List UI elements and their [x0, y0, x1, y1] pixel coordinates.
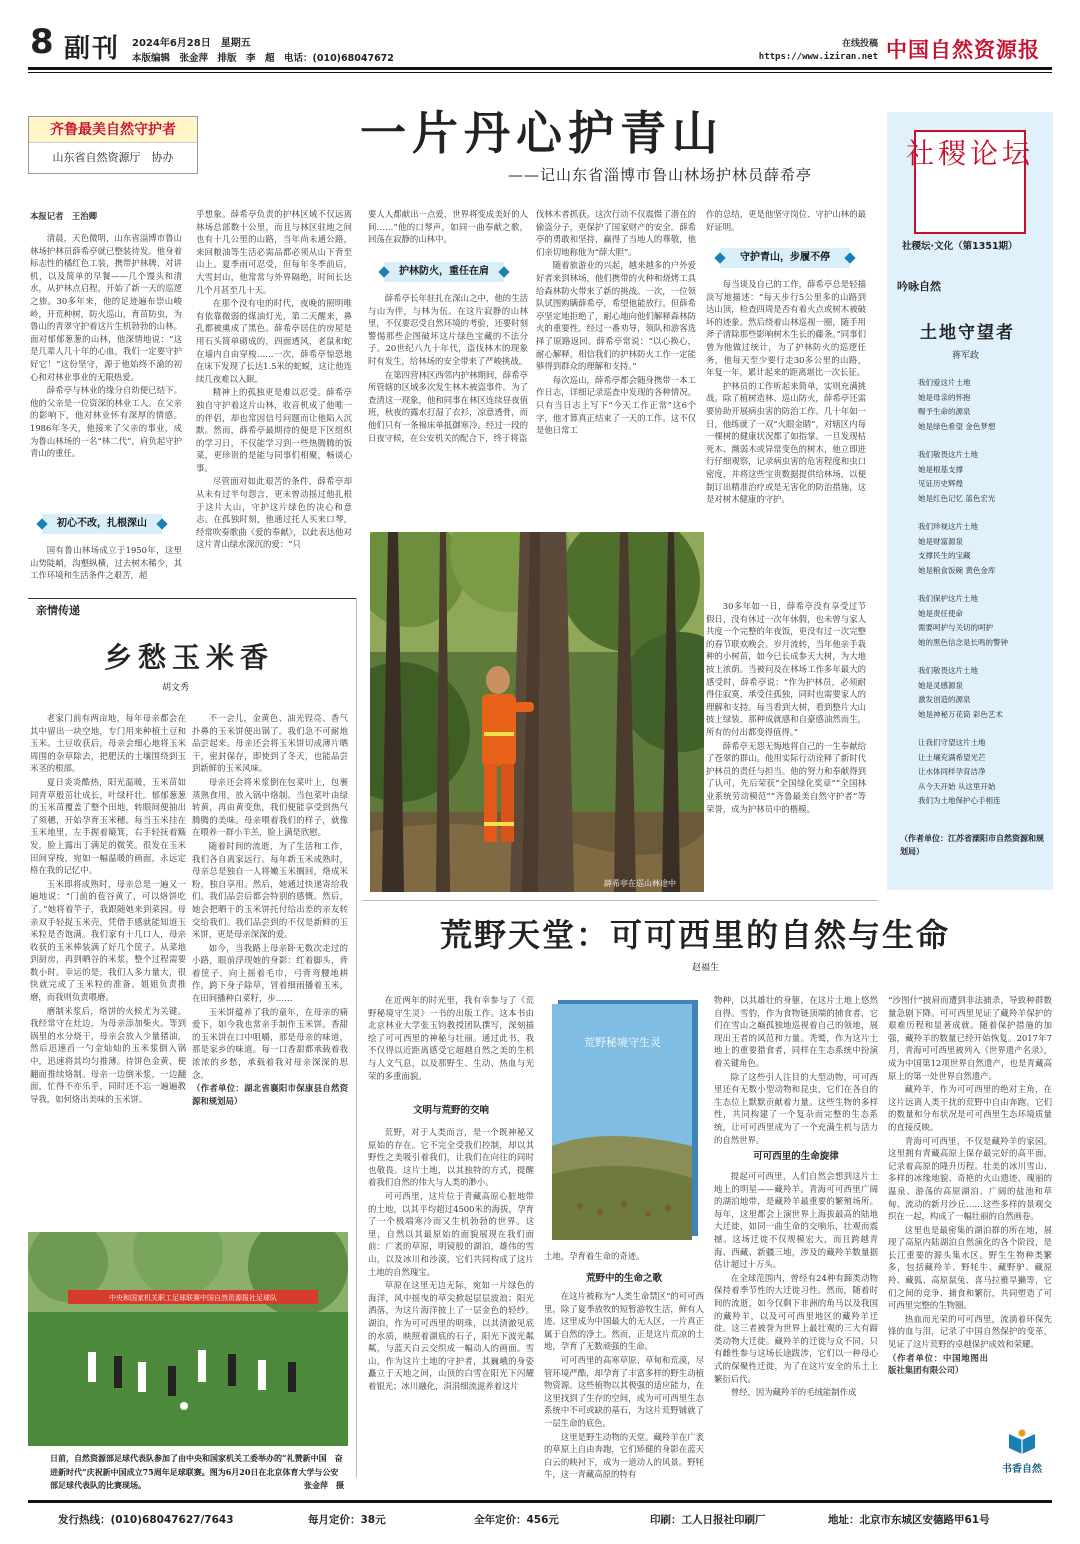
football-image — [28, 1232, 348, 1446]
paragraph: 夏日炎炎酷热，阳光温暖，玉米苗如同青草般茁壮成长，叶绿秆壮。郁郁葱葱的玉米苗覆盖了整个田地，转眼间便抽出了须穗，开始孕育玉米穗。每当玉米挂在玉米地里，左手握着簸箕，右手轻抚着簸发，脸上露出丁满足的微笑。很发在玉米田间穿梭，宛如一幅温暖的画面，永远定格在我的记忆中。 — [30, 776, 186, 876]
column-name: 社稷坛·文化（第1351期） — [902, 241, 1018, 252]
poem-line: 见证历史辉煌 — [918, 479, 963, 488]
article-column-1b — [30, 544, 182, 583]
photo-credit: 张金萍 摄 — [304, 1480, 344, 1490]
paragraph: 清晨，天色微明，山东省淄博市鲁山林场护林员薛希亭就已整装待发。他身着标志性的橘红色工装，携带护林牌、对讲机，以及简单的早餐——几个馒头和清水，从护林点启程，开始了新一天的巡逻之旅。30多年来，他的足迹遍布崇山峻岭，开荒种树，防火巡山，育苗防虫，为鲁山的青翠守护着这片生机勃勃的山林。面对郁郁葱葱的山林，他深情地说：“这是几辈人几十年的心血，我们一定要守护好它！”这份坚守，源于他始终不渝的初心和对林业事业的无限热爱。 — [30, 233, 182, 382]
poem-line: 需要呵护与关切的呵护 — [918, 623, 993, 632]
paragraph: 这里也是最密集的湖泊群的所在地，展现了高原内陆湖泊自然演化的各个阶段，是长江重要的源头集水区。野生生物种类繁多，包括藏羚羊、野牦牛、藏野驴、藏原羚、藏狐、高原鼠兔、喜马拉雅旱獭等，它们之间的竞争、捕食和繁衍，共同塑造了可可西里完整的生物圈。 — [888, 1224, 1052, 1311]
footer-rule — [28, 1500, 1052, 1503]
annual-price: 全年定价：456元 — [474, 1514, 559, 1526]
essay-title: 乡愁玉米香 — [104, 641, 275, 674]
football-caption — [50, 1452, 344, 1493]
article-column-5c — [706, 600, 866, 816]
poem-stanza — [918, 376, 1048, 434]
paragraph: 在那个没有电的时代，夜晚的照明唯有依靠微弱的煤油灯光，第二天醒来，鼻孔都被熏成了黑色。薛希亭居住的房屋是用石头简单砌成的，四面透风，老鼠和蛇在墙内自由穿梭……一次，薛希亭惊恐地在床下发现了长达1.5米的蛇蜕，这让他连续几夜难以入眠。 — [196, 298, 352, 384]
poem-line: 她的黑色信念是长鸣的警钟 — [918, 637, 1008, 647]
paragraph: 要人人都献出一点爱，世界将变成美好的人间……”他的口琴声，如同一曲奉献之歌，回荡在寂静的山林中。 — [368, 209, 528, 245]
poem-line: 我们珍视这片土地 — [918, 522, 978, 531]
paragraph: 护林员的工作听起来简单，实则充满挑战。除了植树造林、巡山防火，薛希亭还需要协助开展病虫害的防治工作。几十年如一日，他练就了一双“火眼金睛”，对辖区内每一棵树的健康状况都了如指掌。一旦发现枯死木、濒弱木或异常变色的树木，他立即进行仔细观察，记录病虫害的危害程度和虫口密度，并将这些宝贵数据提供给林场，以便制订出精准治疗或是无害化的防治措施，这是对树木健康的守护。 — [706, 380, 866, 505]
paragraph: 薛希亭与林业的缘分自幼便已结下。他的父亲是一位资深的林业工人。在父亲的影响下，他对林业怀有深厚的情感。1986年冬天，他接来了父亲的事业，成为鲁山林场的一名“林二代”，肩负起守护青山的重任。 — [30, 385, 182, 459]
book-image — [544, 996, 704, 1242]
printer: 印刷：工人日报社印刷厂 — [650, 1514, 766, 1526]
feature-column-3b — [714, 1170, 878, 1400]
feature-column-2-top — [544, 1250, 704, 1264]
paragraph: 在全球范围内，曾经有24种有蹄类动物保持着季节性的大迁徙习性。然而，随着时间的流逝，如今仅剩下非洲的角马以及我国的藏羚羊，以及可可西里地区的藏羚羊迁徙。这三者被誉为世界上最壮观的三大有蹄类动物大迁徙。藏羚羊的迁徙与众不同，只有雌性参与这场长途跋涉，它们以一种母心式的保聚性迁徙，为了在这片安全的乐土上繁衍后代。 — [714, 1272, 878, 1384]
section-divider — [362, 900, 878, 901]
monthly-price: 每月定价：38元 — [308, 1514, 386, 1526]
paragraph: 除了这些引人注目的大型动物，可可西里还有无数小型动物和昆虫，它们在各自的生态位上默默贡献着力量。这些生物的多样性，共同构建了一个复杂而完整的生态系统，让可可西里成为了一个充满生机与活力的自然世界。 — [714, 1071, 878, 1145]
poem-line: 我们保护这片土地 — [918, 594, 978, 603]
paragraph: 土地，孕育着生命的奇迹。 — [544, 1251, 645, 1261]
essay-column-1 — [30, 712, 186, 1106]
paragraph: 如今，当我路上母亲卧无数次走过的小路，眼前浮现她的身影：红着脚头，背着筐子，向上摇着毛巾，弓背弯腰地耕作，跨下身子除草，冒着细雨播着玉米，在田间播种白菜籽，步…… — [192, 942, 348, 1004]
feature-author-note: （作者单位：中国地图出版社集团有限公司） — [888, 1352, 988, 1376]
poem-line: 激发创造的源泉 — [918, 695, 971, 704]
series-title: 齐鲁最美自然守护者 — [29, 117, 197, 143]
paragraph: 草原在这里无边无际，宛如一片绿色的海洋，风中摇曳的草尖掀起层层波浪；阳光洒落，为这片海洋披上了一层金色的轻纱。湖泊，作为可可西里的明珠，以其清澈见底的水质，映照着湖底的石子，阳光下波光粼粼，与蓝天白云交织成一幅动人的画面。雪山，作为这片土地的守护者，其巍峨的身姿矗立于天地之间，山顶的白雪在阳光下闪耀着银光；冰川融化，涓涓细流滋养着这片 — [368, 1280, 534, 1391]
paragraph: “沙图什”披肩而遭到非法捕杀，导致种群数量急剧下降。可可西里见证了藏羚羊保护的艰难历程和显著成就。随着保护措施的加强，藏羚羊的数量已经开始恢复。2017年7月，青海可可西里被列入《世界遗产名录》，成为中国第12项世界自然遗产，也是青藏高原上的第一处世界自然遗产。 — [888, 995, 1052, 1081]
publisher-logo-text: 书香自然 — [1002, 1464, 1042, 1475]
paragraph: 热血而光荣的可可西里，流淌着环保先锋的血与泪，记录了中国自然保护的变革，见证了这片荒野的卓越保护成效和荣耀。 — [888, 1313, 1052, 1350]
forest-image — [370, 532, 704, 892]
subhead-1: 初心不改，扎根深山 — [42, 514, 162, 534]
paragraph: 玉米饼蕴养了我的童年，在母亲的痛爱下，如今我也常亲手制作玉米饼。香甜的玉米饼在口中咀嚼，那是母亲的味道，那是家乡的味道。每一口香甜都承载着我浓浓的乡愁，承载着我对母亲深深的思念。 — [192, 1006, 348, 1080]
feature-subhead-2: 荒野中的生命之歌 — [585, 1273, 662, 1284]
paragraph: 30多年如一日，薛希亭没有享受过节假日，没有休过一次年休假，也未曾与家人共度一个完整的年夜饭，更没有过一次完整的春节联欢晚会。岁月流转，当年他亲手栽种的小树苗，如今已长成参天大树，为大地披上浓荫。当被问及在林场工作多年最大的感受时，薛希亭说：“作为护林员，必须耐得住寂寞，承受住孤独，同时也需要家人的理解和支持。每当看到大树，看到整片大山披上绿装，那种成就感和自豪感油然而生，所有的付出都变得值得。” — [706, 601, 866, 737]
caption-text: 日前，自然资源部足球代表队参加了由中央和国家机关工委举办的“礼赞新中国 奋进新时代”庆祝新中国成立75周年足球联赛。图为6月20日在北京体育大学与公安部足球代表队的比赛现场。 — [50, 1453, 343, 1490]
poem-line: 她是根基支撑 — [918, 464, 963, 474]
page-number: 8 — [30, 22, 54, 62]
issue-date: 2024年6月28日 星期五 — [132, 38, 251, 49]
article-column-3b — [368, 292, 528, 445]
paragraph: 国有鲁山林场成立于1950年，这里山势陡峭，沟壑纵横，过去树木稀少，其工作环境和生活条件之艰苦，超 — [30, 545, 182, 581]
essay-author: 胡文秀 — [162, 683, 190, 693]
photo-caption: 薛希亭在巡山林途中 — [604, 879, 676, 888]
article-column-5 — [706, 208, 866, 234]
address: 地址：北京市东城区安德路甲61号 — [828, 1514, 990, 1526]
feature-column-1b — [368, 1126, 534, 1393]
series-badge — [28, 116, 198, 174]
poem-author: 蒋军政 — [952, 351, 980, 361]
book-logo-icon — [1007, 1428, 1037, 1456]
poem-stanza — [918, 592, 1048, 650]
article-subtitle: ——记山东省淄博市鲁山林场护林员薛希亭 — [508, 166, 813, 184]
column-divider — [356, 598, 357, 1478]
paragraph: 在第四营林区西邻内护林期间，薛希亭所管辖的区域多次发生林木被盗事件。为了查清这一现象，他和同事在林区连续昼夜值班，秋夜的露水打湿了衣衫，凉意透骨，而他们只有一条棉床单抵御寒冷。经过一段的日夜守候，在公安机关的配合下，终于将盗 — [368, 369, 528, 443]
paragraph: 每次巡山，薛希亭都会随身携带一本工作日志，详细记录巡查中发现的各种情况。只有当日志上写下“今天工作正常”这6个字，他才算真正结束了一天的工作。这不仅是他日常工 — [536, 374, 696, 436]
essay-author-note: （作者单位：湖北省襄阳市保康县自然资源和规划局） — [192, 1083, 348, 1106]
paragraph: 物种，以其雄壮的身躯，在这片土地上悠然自得。雪豹，作为食物链顶端的捕食者，它们在雪山之巅孤独地巡视着自己的领地，展现出王者的风范和力量。秃鹫，作为这片土地上的重要猎食者，同样在生态系统中扮演着关键角色。 — [714, 995, 878, 1068]
newspaper-name: 中国自然资源报 — [886, 37, 1040, 62]
book-cover — [544, 996, 704, 1242]
article-column-3 — [368, 208, 528, 247]
paragraph: 这里是野生动物的天堂。藏羚羊在广袤的草原上自由奔跑，它们矫健的身影在蓝天白云的映衬下，成为一道动人的风景。野牦牛，这一青藏高原的特有 — [544, 1431, 704, 1480]
section-name: 副刊 — [64, 34, 121, 64]
paragraph: 薛希亭无怨无悔地将自己的一生奉献给了苍翠的群山。他用实际行动诠释了新时代护林员的责任与担当。他的努力和奉献得到了认可，先后荣获“全国绿化奖章”“全国林业系统劳动模范”“齐鲁最美自然守护者”等荣誉，成为护林员中的楷模。 — [706, 740, 866, 814]
paragraph: 青海可可西里，不仅是藏羚羊的家园。这里拥有青藏高原上保存最完好的高平面，记录着高原的隆升历程。壮美的冰川雪山、多样的冰缘地貌、奇艳的火山遗迹、瑰丽的温泉、游荡的高原湖泊、广阔的盐池和草甸、流动的新月沙丘……这些多样的景观交织在一起，构成了一幅壮丽的自然画卷。 — [888, 1135, 1052, 1222]
feature-column-1 — [368, 994, 534, 1083]
essay-section-label: 亲情传递 — [36, 604, 80, 617]
paragraph: 精神上的孤独更是难以忍受。薛希亭独自守护着这片山林，收音机成了他唯一的伴侣，却也常因信号问题而让他陷入沉默。然而，薛希亭最期待的便是下区组织的学习日，不仅能学习到一些热腾腾的饭菜，更珍贵的是能与同事们相聚，畅谈心事。 — [196, 387, 352, 473]
book-title-text: 荒野秘境守生灵 — [584, 1036, 661, 1049]
feature-title: 荒野天堂：可可西里的自然与生命 — [440, 916, 951, 954]
editors-line: 本版编辑 张金萍 排版 李 超 电话：(010)68047672 — [132, 53, 394, 64]
section-divider — [28, 598, 356, 599]
paragraph: 老家门前有两亩地，每年母亲都会在其中留出一块空地，专门用来种植土豆和玉米。土豆收获后，母亲会细心地将玉米周围的杂草除去，把肥沃的土壤围绕到玉米茎的根部。 — [30, 713, 186, 774]
article-title: 一片丹心护青山 — [360, 106, 724, 160]
poem-body — [918, 376, 1048, 823]
essay-column-2 — [192, 712, 348, 1108]
online-submission-label: 在线投稿 — [841, 39, 878, 49]
feature-subhead-3: 可可西里的生命旋律 — [753, 1151, 839, 1162]
paragraph: 每当谈及自己的工作，薛希亭总是轻描淡写地描述：“每天步行5公里多的山路到达山顶，检查四周是否有着火点或树木被破坏的迹象。然后绕着山林巡视一圈，随手用斧子清除那些影响树木生长的藤条。”同事们曾为他做过统计，为了护林防火的巡逻任务，他每天至少要行走30多公里的山路，年复一年，累计起来的距离堪比一次长征。 — [706, 279, 866, 378]
poem-line: 她是红色记忆 蓝色宏光 — [918, 493, 996, 503]
header-rule-thin — [28, 72, 1052, 73]
poem-section-label: 吟咏自然 — [897, 280, 941, 293]
paragraph: 作的总结，更是他坚守岗位、守护山林的最好证明。 — [706, 209, 866, 232]
feature-author: 赵福生 — [692, 963, 720, 973]
poem-stanza — [918, 448, 1048, 506]
football-photo — [28, 1232, 348, 1446]
article-column-1 — [30, 232, 182, 461]
feature-subhead-1: 文明与荒野的交响 — [412, 1105, 489, 1116]
feature-column-2 — [544, 1290, 704, 1482]
feature-column-3 — [714, 994, 878, 1147]
paragraph: 随着时间的流逝，为了生活和工作，我们各自离家远行。每年新玉米成熟时，母亲总是独自一人将嫩玉米搁回，烙成米粉，独自享用。然后，她通过快递寄给我们。我们品尝后都会特别的感慨。然后，她会把晒干的玉米饼托付给出差的亲友转交给我们。我们品尝到的不仅是新鲜的玉米饼，更是母亲深深的爱。 — [192, 840, 348, 940]
paragraph: 在这片被称为“人类生命禁区”的可可西里，除了夏季放牧的短暂游牧生活，鲜有人迹。这里成为中国最大的无人区，一片真正属于自然的净土。然而，正是这片荒凉的土地，孕育了无数顽强的生命。 — [544, 1291, 704, 1352]
paragraph: 可可西里的高寒草原、草甸和荒漠，尽管环境严酷，却孕育了丰富多样的野生动植物资源。这些植物以其极强的适应能力，在这里找到了生存的空间，成为可可西里生态系统中不可或缺的基石，为这片荒野铺就了一层生命的底色。 — [544, 1354, 704, 1428]
poem-author-note: （作者单位：江苏省溧阳市自然资源和规划局） — [900, 833, 1044, 856]
poem-line: 她是神秘万花筒 彩色艺术 — [918, 709, 1003, 719]
paragraph: 提起可可西里，人们自然会想到这片土地上的明星——藏羚羊。青海可可西里广阔的湖泊地带，是藏羚羊最重要的繁殖场所。每年，这里都会上演世界上海拔最高的陆地大迁徙，如同一曲生命的交响乐，壮观而震撼。这场迁徙不仅规模宏大，而且跨越青海、西藏、新疆三地，涉及的藏羚羊数量据估计超过十万头。 — [714, 1171, 878, 1270]
paragraph: 不一会儿，金黄色、油光锃亮、香气扑鼻的玉米饼便出锅了。我们急不可耐地品尝起来。母亲还会将玉米饼切成薄片晒干，密封保存，即使到了冬天，也能品尝到新鲜的玉米风味。 — [192, 713, 348, 774]
series-organizer: 山东省自然资源厅 协办 — [52, 151, 174, 164]
paragraph: 薛希亭长年驻扎在深山之中，他的生活与山为伴，与林为伍。在这片寂静的山林里，不仅要忍受自然环境的考验，还要时刻警惕那些企图破坏这片绿色宝藏的不法分子。20世纪八九十年代，盗伐林木的现象时有发生，给林场的安全带来了严峻挑战。 — [368, 293, 528, 366]
banner-text: 中央和国家机关职工足球联赛中国自然资源报社足球队 — [109, 1294, 277, 1302]
byline: 本报记者 王治卿 — [30, 211, 97, 221]
poem-line: 让土壤充满希望光芒 — [918, 752, 986, 762]
paragraph: 可可西里，这片位于青藏高原心脏地带的土地，以其平均超过4500米的海拔，孕育了一个极端寒冷而又生机勃勃的世界。这里，自然以其最原始的面貌展现在我们面前：广袤的草原，明镜般的湖泊，雄伟的雪山，以及冰川和沙漠，它们共同构成了这片土地的自然瑰宝。 — [368, 1190, 534, 1277]
poem-title: 土地守望者 — [920, 323, 1015, 343]
poem-stanza — [918, 520, 1048, 578]
paragraph: 随着旅游业的兴起，越来越多的户外爱好者来到林场，他们携带的火种和烧烤工具给森林防火带来了新的挑战。一次，一位领队试图购瞒薛希亭，希望他能放行。但薛希亭坚定地拒绝了，耐心地向他们解释森林防火的重要性。经过一番劝导，领队和游客选择了原路返回。薛希亭常说：“以心换心，耐心解释，相信我们的护林防火工作一定能够得到群众的理解和支持。” — [536, 260, 696, 372]
article-column-2 — [196, 208, 352, 552]
header-rule — [28, 67, 1052, 70]
poem-line: 她是责任使命 — [918, 608, 963, 618]
seal-text: 社稷论坛 — [906, 137, 1035, 170]
website-link[interactable]: https://www.iziran.net — [758, 52, 878, 62]
poem-line: 我们爱这片土地 — [918, 378, 971, 387]
poem-line: 让我们守望这片土地 — [918, 738, 986, 747]
paragraph: 磨制米浆后，烙饼的火候尤为关键。我经常守在灶边，为母亲添加柴火。等到锅里的水分烧干，母亲会放入少量猪油，然后迅速舀一勺金灿灿的玉米浆倒入锅中，迅速将其均匀推薄。待饼色金黄，便翻面推续烙制。母亲一边倒米浆，一边翻面，忙得不亦乐乎，同时还不忘一遍遍教导我，如何烙出美味的玉米饼。 — [30, 1005, 186, 1104]
poem-line: 支撑民生的宝藏 — [918, 551, 971, 560]
paragraph: 母亲还会将米浆倒在包菜叶上，包裹蒸熟食用，放入锅中烙制。当包菜叶由绿转黄，再由黄变焦，我们便能享受到热气腾腾的美味。母亲喂着我们的样子，就像在喂养一群小羊羔，脸上满是欣慰。 — [192, 776, 348, 838]
poem-line: 她是绿色希望 金色梦想 — [918, 421, 996, 431]
poem-line: 她是母亲的怀抱 — [918, 392, 971, 402]
paragraph: 藏羚羊，作为可可西里的绝对主角，在这片远离人类干扰的荒野中自由奔跑。它们的数量和分布状况是可可西里生态环境质量的直接反映。 — [888, 1084, 1052, 1132]
article-column-5b — [706, 278, 866, 507]
paragraph: 玉米即将成熟时，母亲总是一遍又一遍地说：“门前的苞谷黄了，可以烙饼吃了。”她将着竿子，我跟随她来到菜园。母亲双手轻捉玉米壳，凭借手感就能知道玉米粒是否饱满。我们家有十几口人，母亲收获的玉米棒装满了好几个筐子。从菜地到厨房，再到晒谷的米浆，整个过程需要数小时。幸运的是，我们人多力量大，很快就完成了玉米粒的准备。姐姐负责推磨，而我则负责喂磨。 — [30, 878, 186, 1003]
article-column-4 — [536, 208, 696, 438]
paragraph: 尽管面对如此艰苦的条件，薛希亭却从未有过半句怨言，更未曾动摇过他扎根于这片大山，守护这片绿色的决心和意志。在孤独时刻，他通过托人买来口琴，经常吹奏歌曲《爱的奉献》，以此表达他对这片青山绿水深沉的爱：“只 — [196, 476, 352, 550]
distribution-hotline: 发行热线：(010)68047627/7643 — [58, 1514, 234, 1526]
feature-column-4 — [888, 994, 1052, 1378]
poem-line: 我们敬畏这片土地 — [918, 666, 978, 675]
paragraph: 伐林木者抓获。这次行动不仅震慑了潜在的偷盗分子，更保护了国家财产的安全。薛希亭的勇敢和坚持，赢得了当地人的尊敬，他们亲切地称他为“薛大胆”。 — [536, 209, 696, 257]
poem-stanza — [918, 664, 1048, 722]
paragraph: 荒野，对于人类而言，是一个既神秘又原始的存在。它不完全受我们控制，却以其野性之美吸引着我们，让我们在向往的同时也敬畏。这片土地，以其独特的方式，提醒着我们自然的伟大与人类的渺小。 — [368, 1127, 534, 1188]
paragraph: 曾经，因为藏羚羊的毛绒能制作成 — [730, 1387, 857, 1398]
ranger-photo — [370, 532, 704, 892]
poem-line: 从今天开始 从这里开始 — [918, 781, 996, 791]
paragraph: 在近两年的时光里，我有幸参与了《荒野秘境守生灵》一书的出版工作。这本书由北京林业大学张玉钧教授团队撰写，深刻描绘了可可西里的神秘与壮丽。通过此书，我不仅得以近距离感受它超越自然之美的生机与人文气息，以及那野生、生动、热血与光荣的多重面貌。 — [368, 995, 534, 1081]
poem-line: 我们敬畏这片土地 — [918, 450, 978, 459]
poem-stanza — [918, 736, 1048, 809]
poem-line: 我们为土地保护心手相连 — [918, 796, 1001, 805]
subhead-3: 守护青山，步履不停 — [720, 248, 850, 268]
poem-line: 让水体同样孕育洁净 — [918, 767, 986, 776]
subhead-2: 护林防火，重任在肩 — [384, 262, 504, 282]
publisher-logo — [990, 1428, 1054, 1475]
poem-line: 她是灵感源泉 — [918, 680, 963, 690]
poem-line: 赐予生命的源泉 — [918, 407, 971, 416]
poem-line: 她是财富源泉 — [918, 536, 963, 546]
poem-line: 她是粮食饭碗 黄色金库 — [918, 565, 996, 575]
paragraph: 乎想象。薛希亭负责的护林区域不仅远离林场总部数十公里，而且与林区驻地之间也有十几公里的山路，当年尚未通公路，来回粮油等生活必需品都必须从山下背至山上。夏季雨可忍受，但每年冬季前后，大雪封山，他常常与外界隔绝，时间长达几个月甚至几十天。 — [196, 209, 352, 295]
